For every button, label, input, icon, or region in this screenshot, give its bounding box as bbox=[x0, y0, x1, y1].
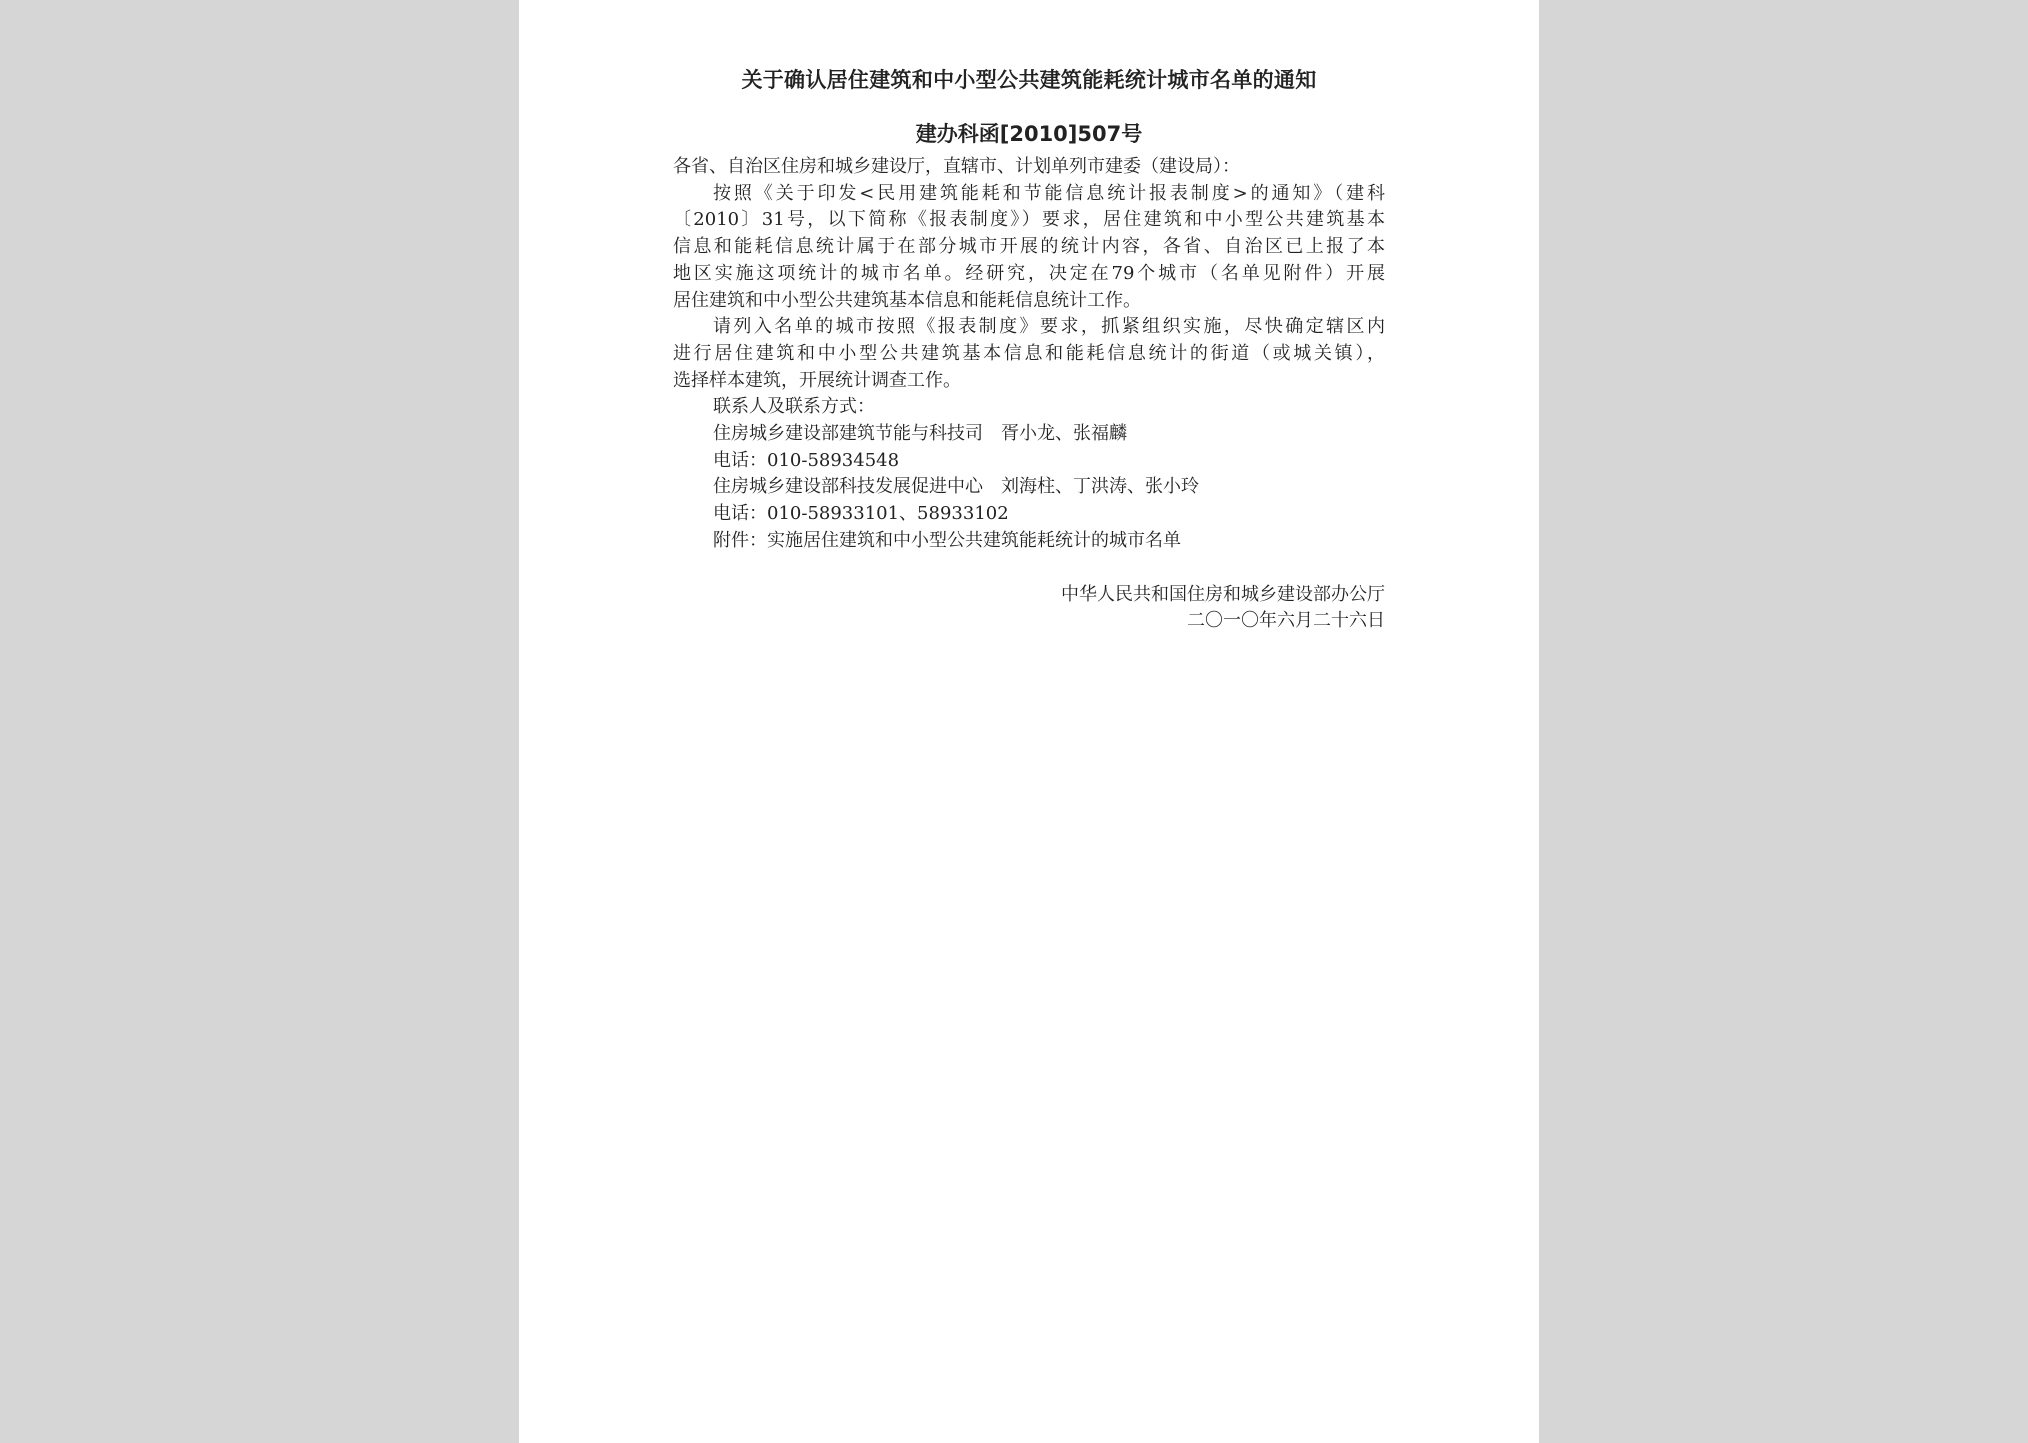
paragraph-line: 〔2010〕31号，以下简称《报表制度》）要求，居住建筑和中小型公共建筑基本 bbox=[673, 209, 1385, 231]
paragraph-1 bbox=[673, 181, 1385, 315]
document-title: 关于确认居住建筑和中小型公共建筑能耗统计城市名单的通知 bbox=[741, 68, 1317, 92]
paragraph-line: 请列入名单的城市按照《报表制度》要求，抓紧组织实施，尽快确定辖区内 bbox=[713, 316, 1385, 338]
phone-1: 电话：010-58934548 bbox=[713, 449, 900, 471]
paragraph-line: 地区实施这项统计的城市名单。经研究，决定在79个城市（名单见附件）开展 bbox=[673, 262, 1385, 284]
paragraph-line: 按照《关于印发<民用建筑能耗和节能信息统计报表制度>的通知》（建科 bbox=[713, 182, 1385, 204]
contact-heading: 联系人及联系方式： bbox=[713, 396, 875, 418]
contact-1: 住房城乡建设部建筑节能与科技司 胥小龙、张福麟 bbox=[713, 423, 1127, 445]
signature-spacer bbox=[673, 555, 1385, 582]
paragraph-line: 居住建筑和中小型公共建筑基本信息和能耗信息统计工作。 bbox=[673, 289, 1141, 311]
paragraph-line: 进行居住建筑和中小型公共建筑基本信息和能耗信息统计的街道（或城关镇）， bbox=[673, 342, 1385, 364]
document-page bbox=[519, 0, 1539, 1443]
salutation: 各省、自治区住房和城乡建设厅，直辖市、计划单列市建委（建设局）： bbox=[673, 156, 1240, 177]
issue-date: 二〇一〇年六月二十六日 bbox=[1187, 610, 1385, 632]
contact-2: 住房城乡建设部科技发展促进中心 刘海柱、丁洪涛、张小玲 bbox=[713, 476, 1199, 498]
document-body bbox=[673, 64, 1385, 635]
issuer: 中华人民共和国住房和城乡建设部办公厅 bbox=[1061, 583, 1385, 605]
attachment-note: 附件：实施居住建筑和中小型公共建筑能耗统计的城市名单 bbox=[713, 529, 1181, 551]
paragraph-line: 信息和能耗信息统计属于在部分城市开展的统计内容，各省、自治区已上报了本 bbox=[673, 236, 1385, 258]
document-number: 建办科函[2010]507号 bbox=[915, 122, 1143, 146]
phone-2: 电话：010-58933101、58933102 bbox=[713, 503, 1009, 525]
paragraph-2 bbox=[673, 314, 1385, 394]
paragraph-line: 选择样本建筑，开展统计调查工作。 bbox=[673, 369, 961, 391]
